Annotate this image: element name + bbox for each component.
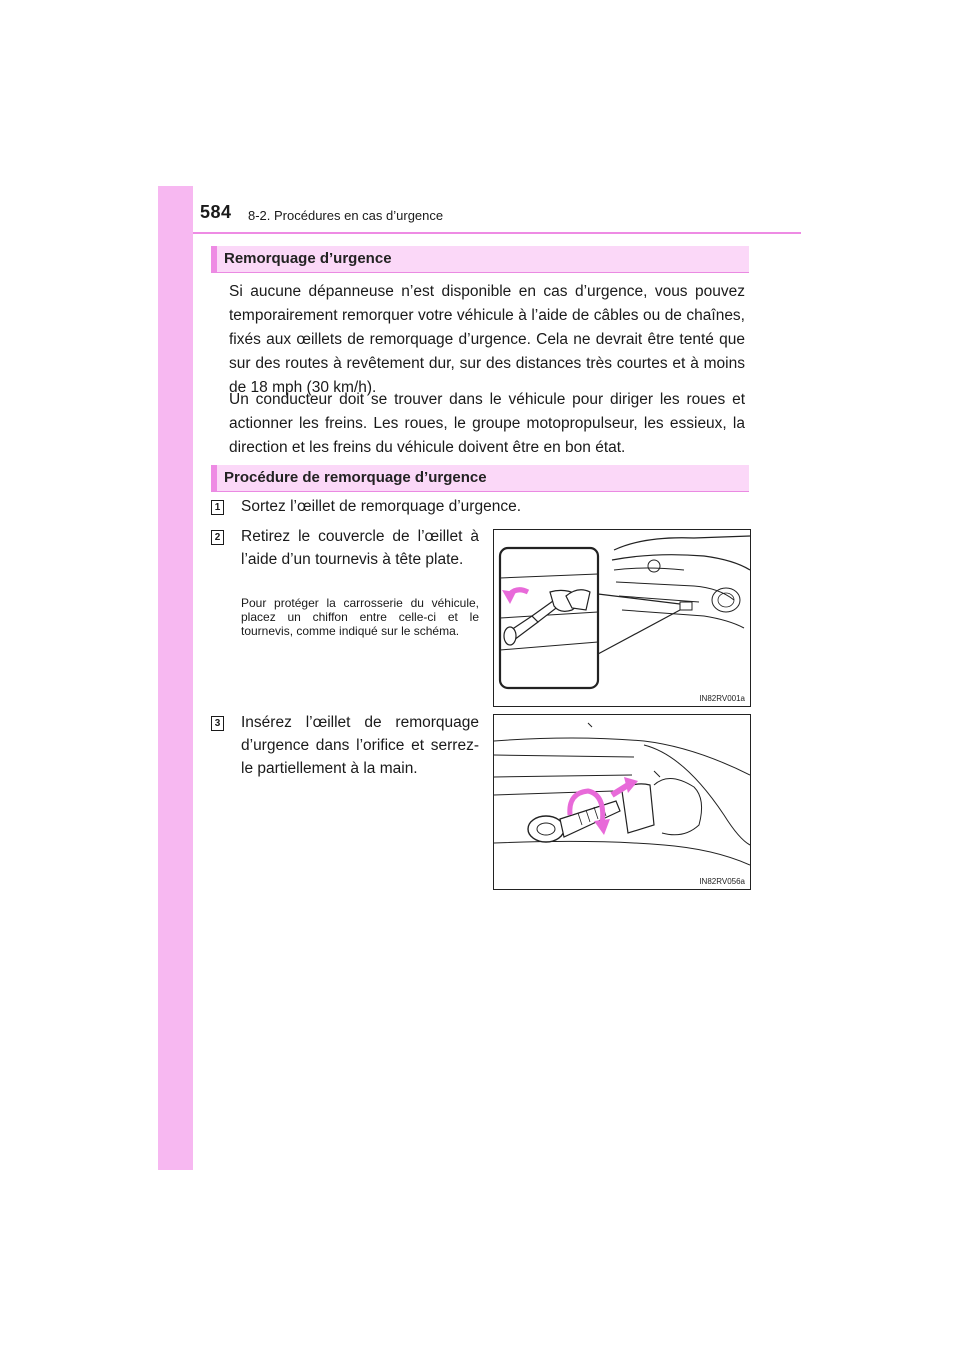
figure-code: IN82RV056a — [699, 877, 745, 886]
paragraph-intro: Si aucune dépanneuse n’est disponible en cas d’urgence, vous pouvez temporairement remorquer votre véhicule à l’aide de câbles ou de chaînes, fixés aux œillets de remorquage d’urgence. Cela ne devrait être tenté que sur des routes à revêtement dur, sur des distances très courtes et à moins de 18 mph (30 km/h). — [229, 283, 745, 396]
step-2-text: Retirez le couvercle de l’œillet à l’aide d’un tournevis à tête plate. — [241, 528, 479, 568]
step-number-2: 2 — [211, 530, 224, 545]
header-rule — [193, 232, 801, 234]
section-heading-procedure — [211, 465, 749, 492]
illustration-screwdriver — [494, 530, 750, 706]
chapter-side-strip — [158, 186, 193, 1170]
chapter-title: 8-2. Procédures en cas d’urgence — [248, 208, 444, 223]
step-3-text: Insérez l’œillet de remorquage d’urgence dans l’orifice et serrez-le partiellement à la main. — [241, 714, 479, 777]
section-heading-remorquage — [211, 246, 749, 273]
page-number: 584 — [200, 202, 232, 222]
paragraph-driver: Un conducteur doit se trouver dans le véhicule pour diriger les roues et actionner les freins. Les roues, le groupe motopropulseur, les essieux, la direction et les freins du véhicule doivent être en bon état. — [229, 391, 745, 456]
section-title: Remorquage d’urgence — [224, 250, 392, 267]
step-2-note: Pour protéger la carrosserie du véhicule, placez un chiffon entre celle-ci et le tournevis, comme indiqué sur le schéma. — [241, 596, 479, 638]
step-number-3: 3 — [211, 716, 224, 731]
step-number-1: 1 — [211, 500, 224, 515]
step-1-text: Sortez l’œillet de remorquage d’urgence. — [241, 498, 521, 515]
figure-insert-eyelet — [493, 714, 751, 890]
section-title: Procédure de remorquage d’urgence — [224, 469, 487, 486]
figure-remove-cover — [493, 529, 751, 707]
figure-code: IN82RV001a — [699, 694, 745, 703]
illustration-tow-eyelet — [494, 715, 750, 889]
